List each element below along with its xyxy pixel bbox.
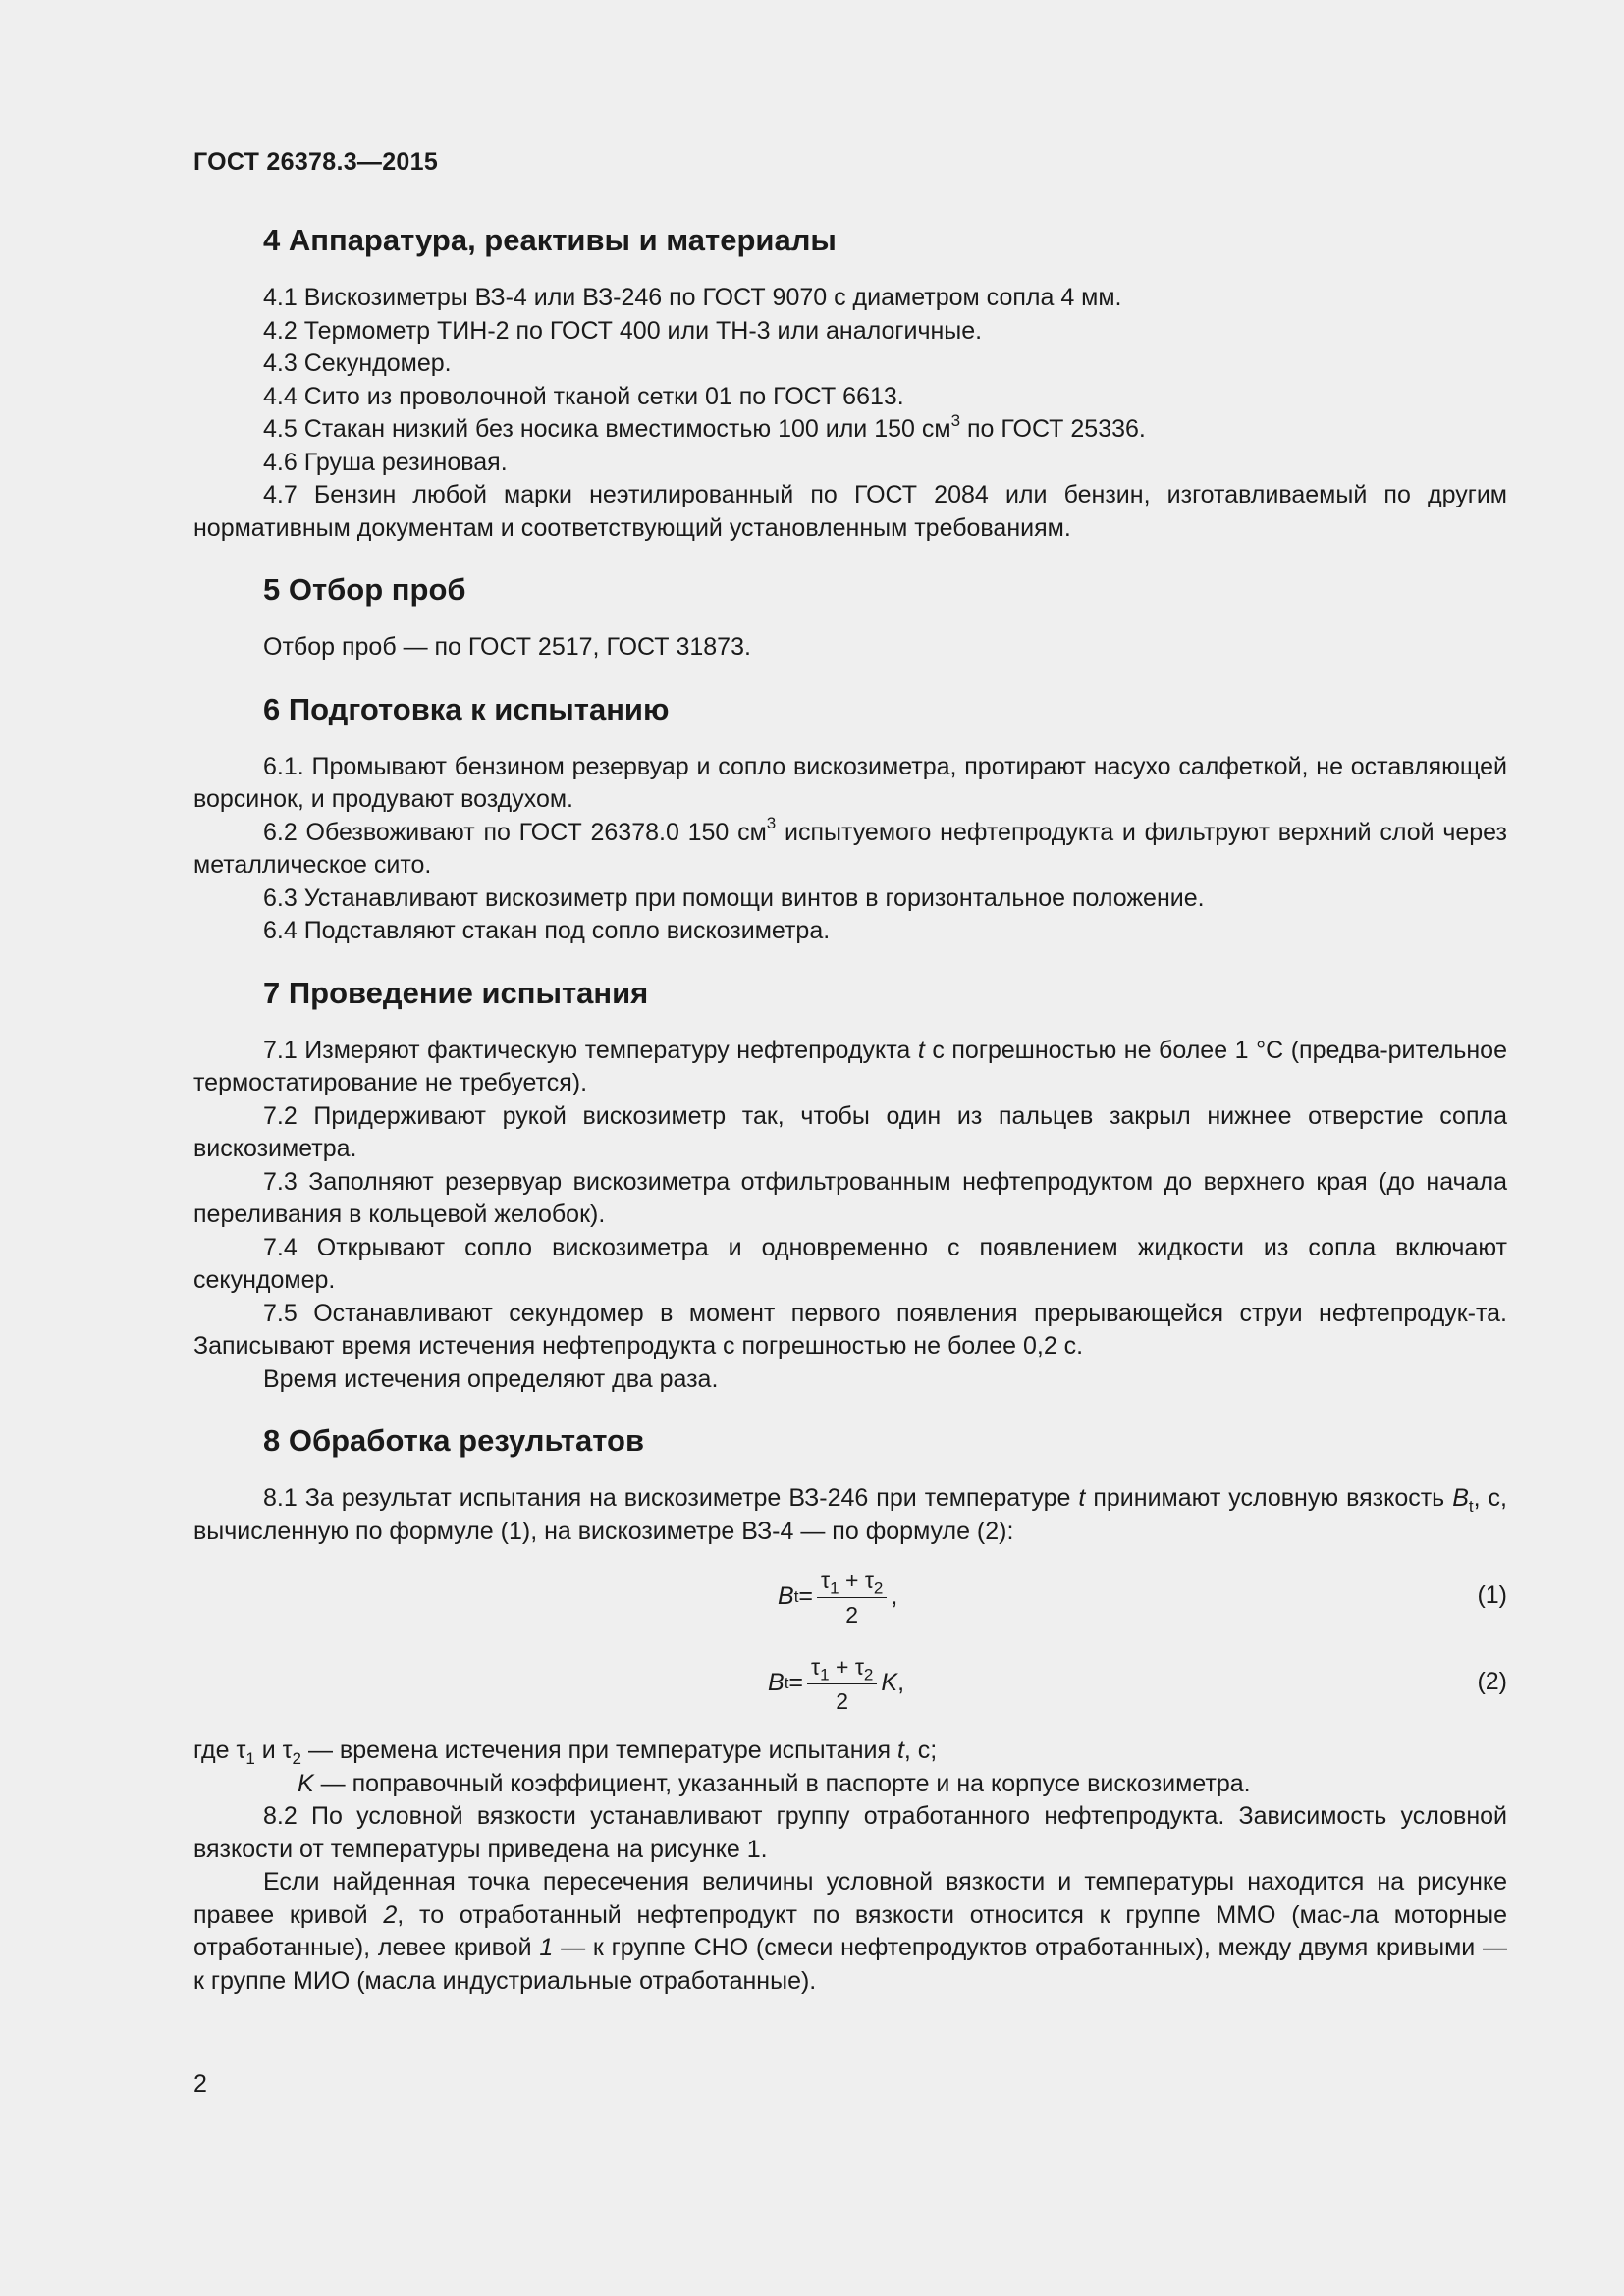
text: где [193,1736,237,1764]
formula-number: (1) [1477,1581,1507,1609]
numerator [807,1652,877,1684]
superscript: 3 [766,814,777,833]
paragraph: 7.5 Останавливают секундомер в момент первого появления прерывающейся струи нефтепродук-та. Записывают время истечения нефтепродукта с погрешностью не более 0,2 с. [193,1299,1507,1360]
text: , с; [903,1736,938,1764]
paragraph: 7.4 Открывают сопло вискозиметра и одновременно с появлением жидкости из сопла включают секундомер. [193,1233,1507,1294]
paragraph [193,1035,1507,1100]
tau: τ [811,1653,821,1680]
text: 8.1 За результат испытания на вискозиметре ВЗ-246 при температуре [263,1484,1079,1512]
curve-number: 2 [383,1900,398,1929]
paragraph: 6.4 Подставляют стакан под сопло вискозиметра. [263,917,831,944]
superscript: 3 [950,410,961,430]
paragraph: 4.3 Секундомер. [263,349,452,377]
tau: τ [854,1653,864,1680]
paragraph: 6.1. Промывают бензином резервуар и сопло вискозиметра, протирают насухо салфеткой, не оставляющей ворсинок, и продувают воздухом. [193,752,1507,813]
paragraph: 7.2 Придерживают рукой вискозиметр так, чтобы один из пальцев закрыл нижнее отверстие сопла вискозиметра. [193,1101,1507,1162]
tau: τ [236,1736,246,1764]
text: испытуемого нефтепродукта и фильтруют верхний слой через металлическое сито. [193,818,1507,879]
text: — поправочный коэффициент, указанный в паспорте и на корпусе вискозиметра. [313,1769,1251,1797]
text: 4.5 Стакан низкий без носика вместимостью 100 или 150 см [263,415,951,443]
subscript: 2 [873,1578,884,1598]
section-heading: 7 Проведение испытания [263,975,649,1010]
paragraph: 8.2 По условной вязкости устанавливают группу отработанного нефтепродукта. Зависимость условной вязкости от температуры приведена на рисунке 1. [193,1802,1507,1863]
equals-sign: = [798,1582,814,1611]
text: 6.2 Обезвоживают по ГОСТ 26378.0 150 см [263,818,767,846]
comma: , [897,1669,905,1697]
section-heading: 6 Подготовка к испытанию [263,691,670,726]
subscript: 1 [820,1665,830,1684]
section-8 [193,1421,1507,1998]
paragraph: 4.7 Бензин любой марки неэтилированный по ГОСТ 2084 или бензин, изготавливаемый по другим нормативным документам и соответствующий установленным требованиям. [193,481,1507,542]
text: по ГОСТ 25336. [960,415,1146,443]
document-header: ГОСТ 26378.3—2015 [193,148,439,176]
formula-2 [193,1648,1507,1719]
text: — времена истечения при температуре испытания [301,1736,897,1764]
subscript: t [1468,1497,1474,1516]
paragraph [193,1482,1507,1548]
subscript: 2 [863,1665,874,1684]
formula-1 [193,1562,1507,1632]
paragraph [193,1768,1507,1801]
tau: τ [282,1736,293,1764]
paragraph: 4.1 Вискозиметры ВЗ-4 или ВЗ-246 по ГОСТ 9070 с диаметром сопла 4 мм. [263,284,1122,311]
paragraph [193,1866,1507,1998]
section-heading: 8 Обработка результатов [263,1423,645,1458]
page-number: 2 [193,2070,207,2098]
paragraph: Отбор проб — по ГОСТ 2517, ГОСТ 31873. [263,633,751,661]
formula-body: B t = $\frac{\tau_1 + \tau_2}{2}$ K , [768,1653,905,1714]
variable: B [778,1582,794,1611]
plus: + [839,1567,865,1593]
text: Если найденная точка пересечения величины условной вязкости и температуры находится на рисунке правее кривой [193,1868,1507,1929]
subscript: 1 [830,1578,839,1598]
fraction [817,1566,887,1629]
section-heading: 5 Отбор проб [263,572,466,607]
denominator: 2 [845,1601,859,1628]
variable: t [1078,1484,1086,1512]
paragraph: 4.6 Груша резиновая. [263,448,508,476]
plus: + [829,1653,855,1680]
paragraph: 7.3 Заполняют резервуар вискозиметра отфильтрованным нефтепродуктом до верхнего края (до начала переливания в кольцевой желобок). [193,1167,1507,1228]
tau: τ [864,1567,874,1593]
paragraph [193,814,1507,882]
variable: K [298,1769,314,1797]
section-4 [193,221,1507,545]
comma: , [891,1582,898,1611]
variable: K [881,1669,898,1697]
text: с погрешностью не более 1 °С (предва-рительное термостатирование не требуется). [193,1036,1507,1096]
text: и [254,1736,283,1764]
tau: τ [821,1567,831,1593]
denominator: 2 [836,1687,849,1714]
text: принимают условную вязкость [1085,1484,1453,1512]
subscript: 1 [245,1749,255,1768]
numerator [817,1566,887,1598]
equals-sign: = [788,1669,804,1697]
section-6 [193,690,1507,948]
section-7 [193,974,1507,1397]
text: , то отработанный нефтепродукт по вязкости относится к группе ММО (мас-ла моторные отработанные), левее кривой [193,1900,1507,1961]
variable: B [768,1669,785,1697]
paragraph [193,1735,1507,1768]
document-body [193,221,1507,2023]
section-heading: 4 Аппаратура, реактивы и материалы [263,223,837,257]
text: — к группе СНО (смеси нефтепродуктов отработанных), между двумя кривыми — к группе МИО (масла индустриальные отработанные). [193,1934,1507,1995]
text: , с, вычисленную по формуле (1), на вискозиметре ВЗ-4 — по формуле (2): [193,1484,1507,1545]
section-5 [193,570,1507,665]
subscript: 2 [292,1749,302,1768]
formula-number: (2) [1477,1668,1507,1695]
paragraph: Время истечения определяют два раза. [263,1364,719,1393]
formula-body: B t = $\frac{\tau_1 + \tau_2}{2}$ , [778,1567,898,1628]
paragraph: 6.3 Устанавливают вискозиметр при помощи винтов в горизонтальное положение. [263,883,1205,912]
variable: t [917,1036,925,1064]
fraction [807,1652,877,1716]
paragraph: 4.2 Термометр ТИН-2 по ГОСТ 400 или ТН-3 или аналогичные. [263,316,983,345]
curve-number: 1 [539,1934,554,1961]
text: 7.1 Измеряют фактическую температуру нефтепродукта [263,1036,918,1064]
paragraph: 4.4 Сито из проволочной тканой сетки 01 по ГОСТ 6613. [263,382,904,410]
paragraph [193,410,1507,447]
variable: t [896,1736,904,1764]
variable: B [1452,1484,1469,1512]
